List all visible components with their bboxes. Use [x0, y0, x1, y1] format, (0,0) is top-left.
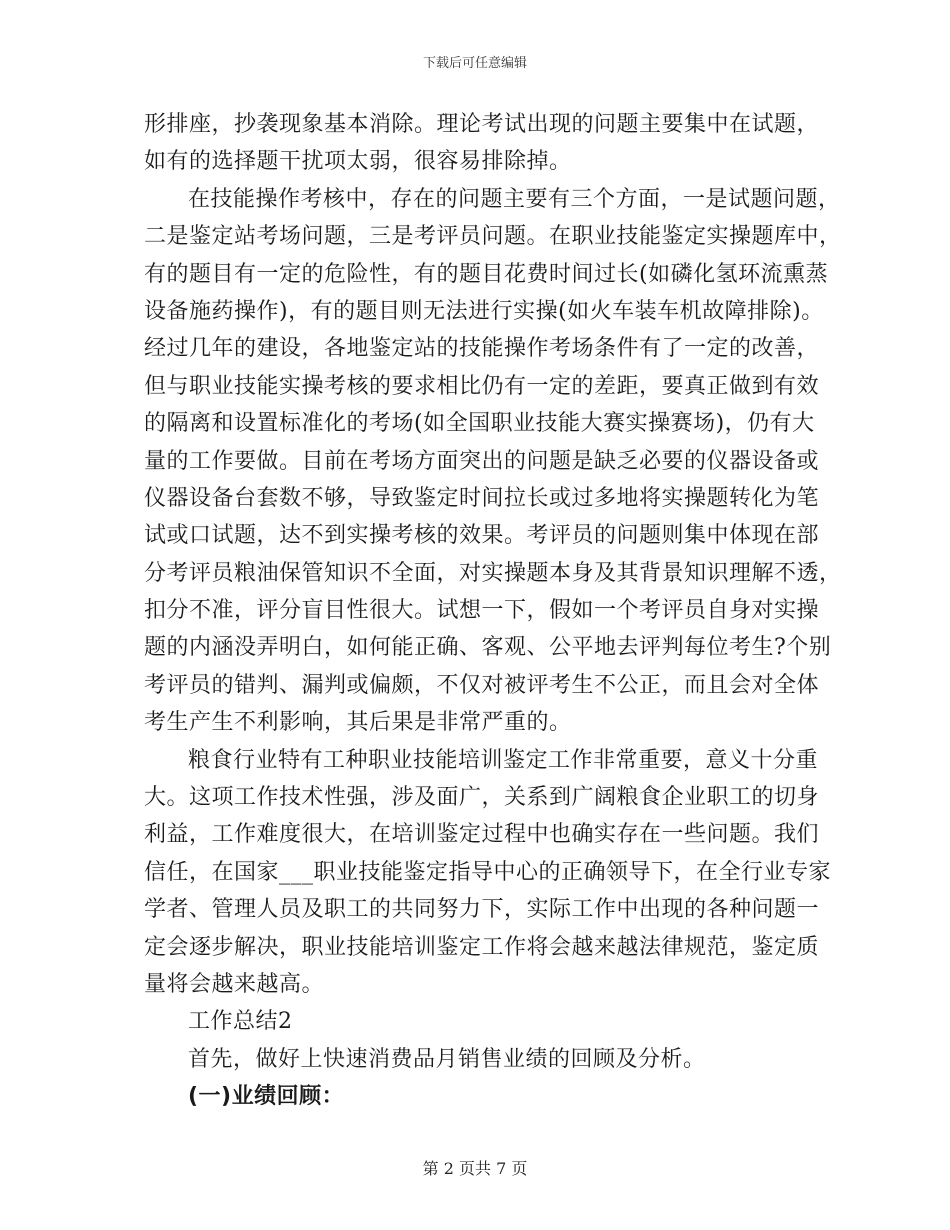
text-line: 工作总结2 — [188, 1009, 293, 1035]
text-line: 如有的选择题干扰项太弱，很容易排除掉。 — [144, 149, 572, 175]
text-line: 考评员的错判、漏判或偏颇，不仅对被评考生不公正，而且会对全体 — [144, 672, 820, 698]
text-line: 二是鉴定站考场问题，三是考评员问题。在职业技能鉴定实操题库中， — [144, 224, 842, 250]
text-line: 扣分不准，评分盲目性很大。试想一下，假如一个考评员自身对实操 — [144, 598, 820, 624]
text-line: 有的题目有一定的危险性，有的题目花费时间过长(如磷化氢环流熏蒸 — [144, 261, 829, 287]
text-line: 仪器设备台套数不够，导致鉴定时间拉长或过多地将实操题转化为笔 — [144, 485, 820, 511]
section-heading: (一)业绩回顾： — [188, 1084, 345, 1110]
text-line: 分考评员粮油保管知识不全面，对实操题本身及其背景知识理解不透， — [144, 560, 842, 586]
text-line: 但与职业技能实操考核的要求相比仍有一定的差距，要真正做到有效 — [144, 373, 820, 399]
text-line: 量的工作要做。目前在考场方面突出的问题是缺乏必要的仪器设备或 — [144, 448, 820, 474]
text-line: 经过几年的建设，各地鉴定站的技能操作考场条件有了一定的改善， — [144, 336, 820, 362]
text-line: 首先，做好上快速消费品月销售业绩的回顾及分析。 — [188, 1046, 706, 1072]
text-line: 量将会越来越高。 — [144, 971, 325, 997]
text-line: 在技能操作考核中，存在的问题主要有三个方面，一是试题问题， — [188, 186, 841, 212]
text-line: 利益，工作难度很大，在培训鉴定过程中也确实存在一些问题。我们 — [144, 822, 820, 848]
text-line: 定会逐步解决，职业技能培训鉴定工作将会越来越法律规范，鉴定质 — [144, 934, 820, 960]
text-line: 试或口试题，达不到实操考核的效果。考评员的问题则集中体现在部 — [144, 523, 820, 549]
page-footer: 第 2 页共 7 页 — [422, 1159, 528, 1178]
text-line: 学者、管理人员及职工的共同努力下，实际工作中出现的各种问题一 — [144, 897, 820, 923]
text-line: 形排座，抄袭现象基本消除。理论考试出现的问题主要集中在试题， — [144, 112, 820, 137]
text-line: 的隔离和设置标准化的考场(如全国职业技能大赛实操赛场)，仍有大 — [144, 411, 815, 437]
text-line: 题的内涵没弄明白，如何能正确、客观、公平地去评判每位考生?个别 — [144, 635, 832, 661]
text-line: 大。这项工作技术性强，涉及面广，关系到广阔粮食企业职工的切身 — [144, 785, 820, 811]
text-line: 考生产生不利影响，其后果是非常严重的。 — [144, 710, 572, 736]
text-line: 设备施药操作)，有的题目则无法进行实操(如火车装车机故障排除)。 — [144, 298, 824, 324]
document-body — [144, 106, 842, 1116]
text-line: 信任，在国家___职业技能鉴定指导中心的正确领导下，在全行业专家 — [144, 859, 832, 885]
page-header: 下载后可任意编辑 — [422, 56, 527, 71]
text-line: 粮食行业特有工种职业技能培训鉴定工作非常重要，意义十分重 — [188, 747, 819, 773]
